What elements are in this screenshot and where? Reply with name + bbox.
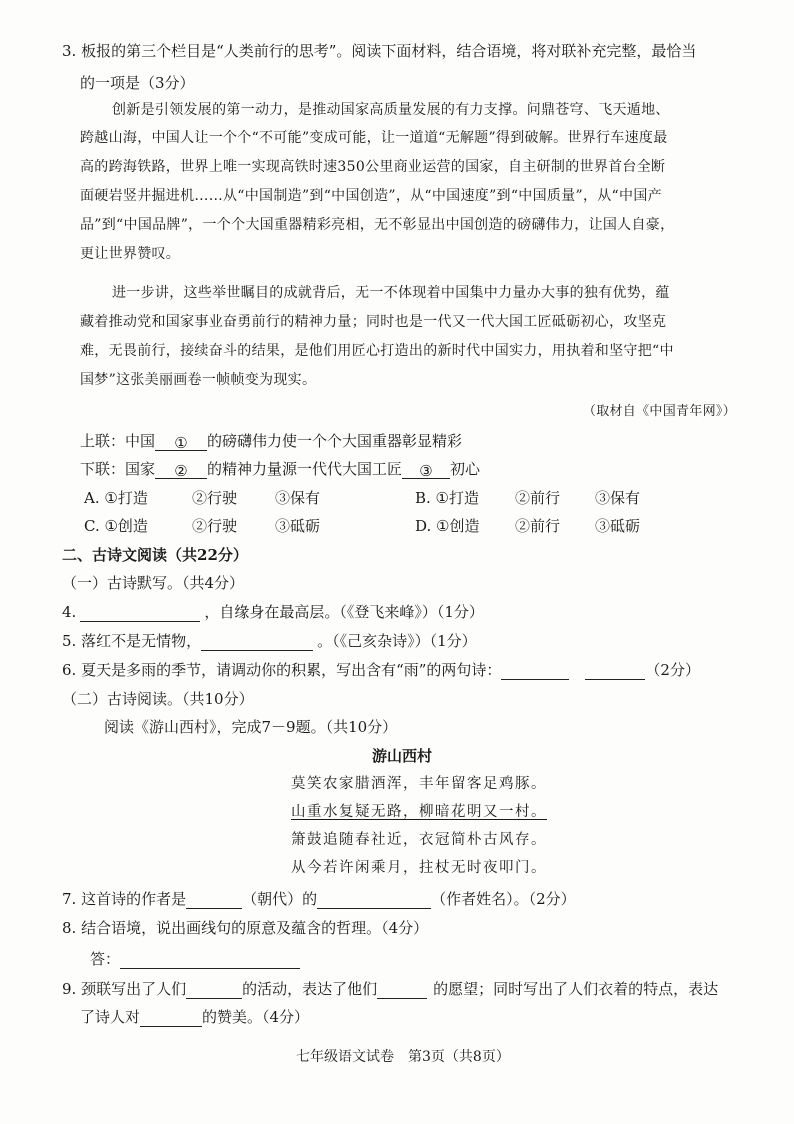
q9-text-d: 了诗人对: [80, 1008, 141, 1026]
option-b-2: ②前行: [515, 489, 561, 507]
passage-line: 藏着推动党和国家事业奋勇前行的精神力量；同时也是一代又一代大国工匠砥砺初心，攻坚克: [80, 314, 667, 330]
passage-line: 创新是引领发展的第一动力，是推动国家高质量发展的有力支撑。问鼎苍穹、飞天遁地、: [112, 102, 670, 118]
q6-text: 6. 夏天是多雨的季节，请调动你的积累，写出含有“雨”的两句诗：: [62, 661, 502, 679]
q7: [62, 888, 576, 909]
blank-3[interactable]: [402, 462, 450, 479]
passage-line: 更让世界赞叹。: [80, 246, 181, 262]
q6-blank-1[interactable]: [501, 663, 569, 680]
couplet-upper-start: 上联：中国: [80, 432, 156, 450]
option-c-1: C. ①创造: [84, 517, 148, 535]
couplet-lower-end: 初心: [450, 460, 481, 478]
q9-text-c: 的愿望；同时写出了人们衣着的特点，表达: [433, 980, 719, 998]
q5-source: 。（《己亥杂诗》）（1分）: [317, 632, 477, 650]
page-footer: 七年级语文试卷 第3页（共8页）: [296, 1049, 510, 1065]
passage-line: 品”到“中国品牌”，一个个大国重器精彩亮相，无不彰显出中国创造的磅礴伟力，让国人自豪，: [80, 217, 675, 233]
passage-line: 进一步讲，这些举世瞩目的成就背后，无一不体现着中国集中力量办大事的独有优势，蕴: [112, 285, 670, 301]
poem-title: 游山西村: [372, 747, 433, 765]
q6-blank-2[interactable]: [585, 663, 645, 680]
couplet-upper: [80, 430, 462, 451]
couplet-lower-mid: 的精神力量源一代代大国工匠: [207, 460, 403, 478]
q8-answer-label: 答：: [90, 950, 121, 968]
q5-blank[interactable]: [201, 634, 313, 651]
q4-number: 4.: [62, 603, 77, 621]
q9-line2: [80, 1006, 309, 1027]
poem-line-3: 箫鼓追随春社近，衣冠简朴古风存。: [291, 832, 547, 848]
poem-line-2-underlined: 山重水复疑无路，柳暗花明又一村。: [291, 804, 547, 820]
q3-line2: 的一项是（3分）: [80, 74, 195, 92]
q4-blank[interactable]: [80, 605, 200, 622]
q7-blank-dynasty[interactable]: [186, 892, 242, 909]
blank-marker-3: ③: [419, 462, 433, 480]
q8-answer: [90, 948, 300, 969]
poem-line-4: 从今若许闲乘月，拄杖无时夜叩门。: [291, 860, 547, 876]
option-d-2: ②前行: [515, 517, 561, 535]
passage-line: 高的跨海铁路，世界上唯一实现高铁时速350公里商业运营的国家，自主研制的世界首台全断: [80, 159, 666, 175]
blank-2[interactable]: [155, 462, 207, 479]
q7-blank-author[interactable]: [317, 892, 431, 909]
q8-text: 8. 结合语境，说出画线句的原意及蕴含的哲理。（4分）: [62, 919, 429, 937]
option-a-2: ②行驶: [192, 489, 238, 507]
q6: [62, 659, 700, 680]
couplet-lower: [80, 458, 480, 479]
couplet-lower-start: 下联：国家: [80, 460, 156, 478]
section-2-sub1: （一）古诗默写。（共4分）: [62, 574, 245, 592]
q8-answer-blank[interactable]: [120, 952, 300, 969]
q7-text-c: （作者姓名）。（2分）: [431, 890, 576, 908]
passage-line: 难，无畏前行，接续奋斗的结果，是他们用匠心打造出的新时代中国实力，用执着和坚守把“中: [80, 343, 674, 359]
q5-text: 5. 落红不是无情物，: [62, 632, 202, 650]
q3-line1: 3. 板报的第三个栏目是“人类前行的思考”。阅读下面材料，结合语境，将对联补充完整，最恰当: [62, 42, 697, 60]
option-b-3: ③保有: [595, 489, 641, 507]
blank-marker-1: ①: [174, 434, 188, 452]
option-d-3: ③砥砺: [595, 517, 641, 535]
poem-line-1: 莫笑农家腊酒浑，丰年留客足鸡豚。: [291, 776, 547, 792]
q9-text-a: 9. 颈联写出了人们: [62, 980, 187, 998]
q6-score: （2分）: [645, 661, 700, 679]
q9-line1: [62, 978, 718, 999]
blank-1[interactable]: [155, 434, 207, 451]
passage-line: 跨越山海，中国人让一个个“不可能”变成可能，让一道道“无解题”得到破解。世界行车速度最: [80, 130, 668, 146]
section-2-sub2: （二）古诗阅读。（共10分）: [62, 690, 254, 708]
option-c-2: ②行驶: [192, 517, 238, 535]
q9-text-e: 的赞美。（4分）: [202, 1008, 310, 1026]
q9-blank-3[interactable]: [140, 1010, 202, 1027]
q7-text-a: 7. 这首诗的作者是: [62, 890, 187, 908]
q4-text: ，自缘身在最高层。（《登飞来峰》）（1分）: [204, 603, 484, 621]
passage-line: 面硬岩竖井掘进机……从“中国制造”到“中国创造”，从“中国速度”到“中国质量”，从“中国产: [80, 188, 662, 204]
blank-marker-2: ②: [174, 462, 188, 480]
section-2-title: 二、古诗文阅读（共22分）: [62, 546, 248, 564]
passage-line: 国梦”这张美丽画卷一帧帧变为现实。: [80, 372, 317, 388]
option-c-3: ③砥砺: [275, 517, 321, 535]
poem-intro: 阅读《游山西村》，完成7－9题。（共10分）: [104, 718, 398, 736]
q9-blank-2[interactable]: [377, 982, 427, 999]
option-b-1: B. ①打造: [415, 489, 480, 507]
option-a-3: ③保有: [275, 489, 321, 507]
q5: [62, 630, 477, 651]
q9-blank-1[interactable]: [186, 982, 242, 999]
q4: [62, 601, 484, 622]
q9-text-b: 的活动，表达了他们: [242, 980, 378, 998]
option-a-1: A. ①打造: [84, 489, 148, 507]
q7-text-b: （朝代）的: [242, 890, 318, 908]
passage-source: （取材自《中国青年网》）: [582, 404, 736, 419]
couplet-upper-end: 的磅礴伟力使一个个大国重器彰显精彩: [207, 432, 463, 450]
option-d-1: D. ①创造: [415, 517, 480, 535]
